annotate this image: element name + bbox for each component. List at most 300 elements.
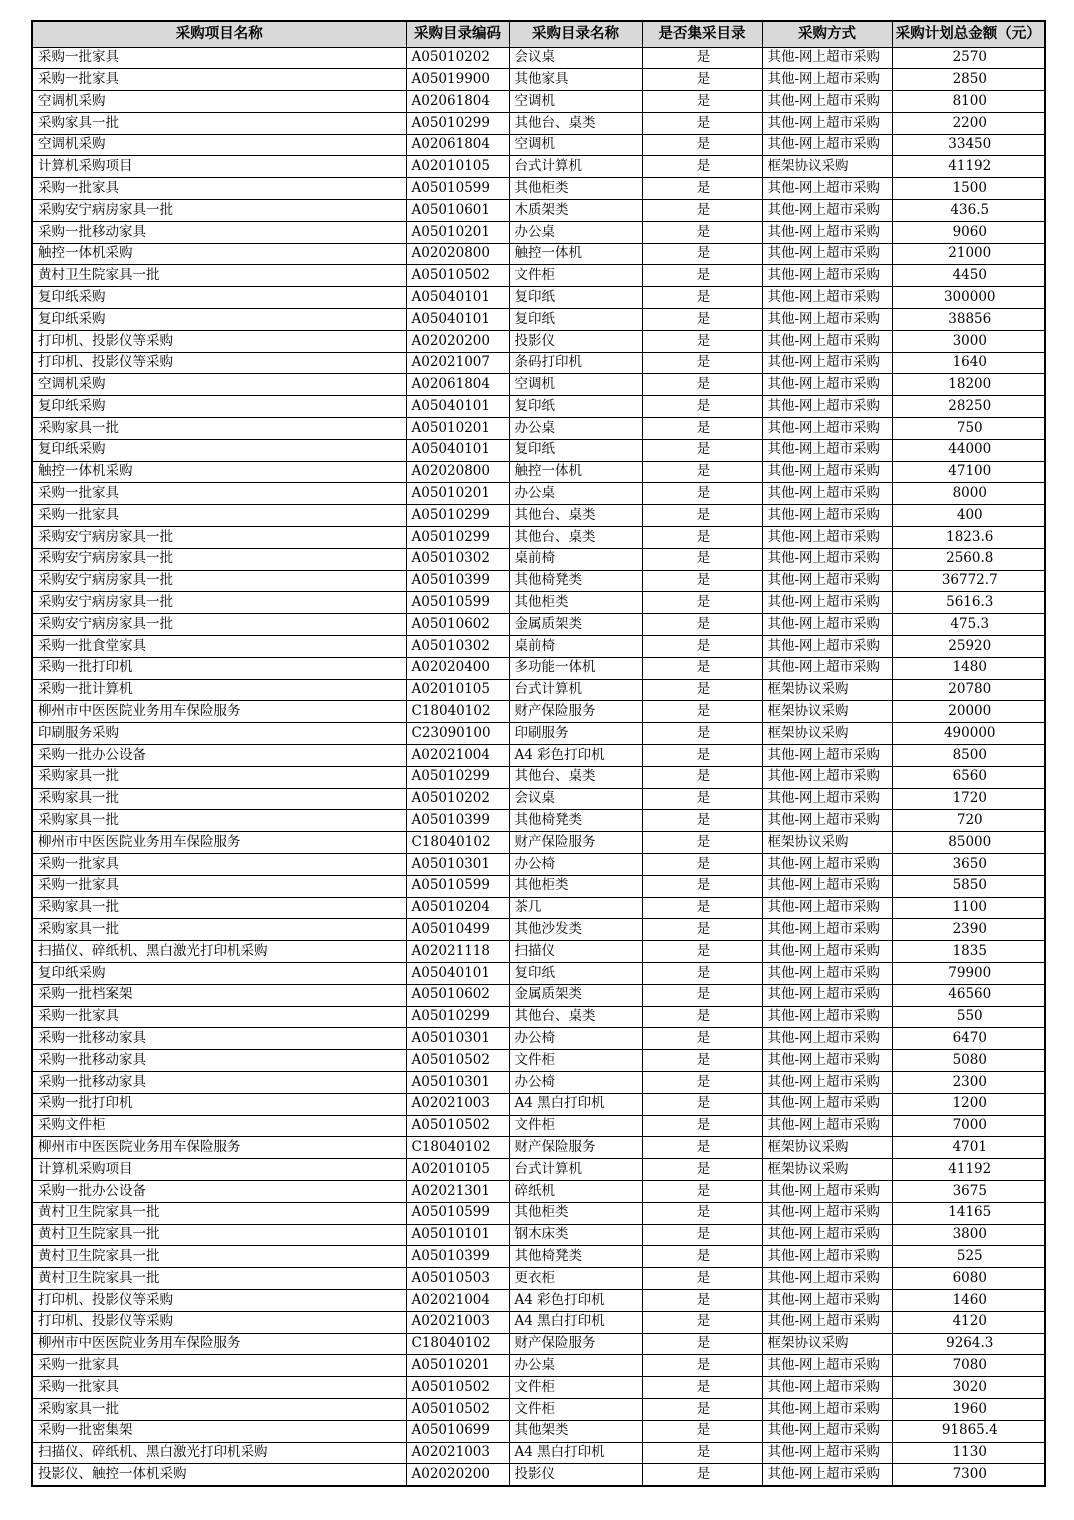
cell-catalog-name: 财产保险服务 [509, 701, 642, 723]
cell-catalog-code: A05010599 [406, 1202, 509, 1224]
cell-catalog-code: C23090100 [406, 723, 509, 745]
cell-catalog-code: A02020400 [406, 657, 509, 679]
cell-total-amount: 750 [892, 418, 1045, 440]
cell-catalog-code: A05010202 [406, 47, 509, 69]
cell-total-amount: 2390 [892, 919, 1045, 941]
cell-catalog-code: A05010399 [406, 570, 509, 592]
cell-procurement-method: 其他-网上超市采购 [762, 461, 892, 483]
cell-catalog-name: 办公椅 [509, 1028, 642, 1050]
cell-centralized-flag: 是 [642, 1289, 762, 1311]
cell-centralized-flag: 是 [642, 91, 762, 113]
cell-catalog-code: A05010599 [406, 178, 509, 200]
cell-catalog-code: A05010301 [406, 1028, 509, 1050]
cell-project-name: 空调机采购 [32, 91, 406, 113]
cell-project-name: 打印机、投影仪等采购 [32, 1311, 406, 1333]
cell-project-name: 扫描仪、碎纸机、黑白激光打印机采购 [32, 941, 406, 963]
cell-total-amount: 1720 [892, 788, 1045, 810]
table-row [32, 134, 1045, 156]
cell-catalog-code: A05010201 [406, 418, 509, 440]
procurement-plan-table [31, 20, 1046, 1487]
table-row [32, 1377, 1045, 1399]
cell-catalog-code: A05040101 [406, 439, 509, 461]
cell-project-name: 计算机采购项目 [32, 156, 406, 178]
cell-catalog-code: A05010502 [406, 1050, 509, 1072]
cell-total-amount: 436.5 [892, 200, 1045, 222]
cell-catalog-code: A05010503 [406, 1268, 509, 1290]
cell-total-amount: 1200 [892, 1093, 1045, 1115]
cell-procurement-method: 其他-网上超市采购 [762, 745, 892, 767]
cell-catalog-name: A4 彩色打印机 [509, 745, 642, 767]
cell-project-name: 采购家具一批 [32, 418, 406, 440]
cell-catalog-code: A02021007 [406, 352, 509, 374]
cell-project-name: 复印纸采购 [32, 309, 406, 331]
cell-catalog-name: A4 彩色打印机 [509, 1289, 642, 1311]
cell-centralized-flag: 是 [642, 766, 762, 788]
cell-project-name: 采购一批移动家具 [32, 1028, 406, 1050]
cell-project-name: 打印机、投影仪等采购 [32, 330, 406, 352]
cell-project-name: 触控一体机采购 [32, 461, 406, 483]
table-row [32, 897, 1045, 919]
table-row [32, 788, 1045, 810]
table-row [32, 745, 1045, 767]
table-row [32, 1202, 1045, 1224]
cell-procurement-method: 其他-网上超市采购 [762, 919, 892, 941]
cell-procurement-method: 其他-网上超市采购 [762, 1377, 892, 1399]
cell-procurement-method: 其他-网上超市采购 [762, 483, 892, 505]
cell-procurement-method: 其他-网上超市采购 [762, 766, 892, 788]
cell-centralized-flag: 是 [642, 505, 762, 527]
cell-procurement-method: 其他-网上超市采购 [762, 418, 892, 440]
cell-project-name: 采购安宁病房家具一批 [32, 592, 406, 614]
cell-centralized-flag: 是 [642, 69, 762, 91]
cell-catalog-code: A05010201 [406, 483, 509, 505]
cell-centralized-flag: 是 [642, 1355, 762, 1377]
cell-total-amount: 28250 [892, 396, 1045, 418]
table-row [32, 91, 1045, 113]
cell-procurement-method: 框架协议采购 [762, 832, 892, 854]
cell-total-amount: 2200 [892, 112, 1045, 134]
cell-catalog-name: 文件柜 [509, 1398, 642, 1420]
cell-total-amount: 1460 [892, 1289, 1045, 1311]
cell-centralized-flag: 是 [642, 592, 762, 614]
cell-project-name: 采购一批移动家具 [32, 1071, 406, 1093]
cell-project-name: 采购一批家具 [32, 483, 406, 505]
table-row [32, 352, 1045, 374]
cell-catalog-name: 文件柜 [509, 1115, 642, 1137]
cell-catalog-code: A05010502 [406, 265, 509, 287]
cell-catalog-name: 其他椅凳类 [509, 570, 642, 592]
cell-centralized-flag: 是 [642, 1115, 762, 1137]
cell-catalog-name: 钢木床类 [509, 1224, 642, 1246]
cell-project-name: 采购一批打印机 [32, 1093, 406, 1115]
cell-procurement-method: 其他-网上超市采购 [762, 548, 892, 570]
cell-procurement-method: 其他-网上超市采购 [762, 1355, 892, 1377]
cell-project-name: 打印机、投影仪等采购 [32, 1289, 406, 1311]
col-header-project-name: 采购项目名称 [32, 21, 406, 47]
cell-total-amount: 720 [892, 810, 1045, 832]
cell-total-amount: 1130 [892, 1442, 1045, 1464]
cell-centralized-flag: 是 [642, 374, 762, 396]
cell-catalog-name: 木质架类 [509, 200, 642, 222]
cell-procurement-method: 其他-网上超市采购 [762, 1246, 892, 1268]
cell-catalog-name: 其他柜类 [509, 592, 642, 614]
cell-procurement-method: 其他-网上超市采购 [762, 1311, 892, 1333]
cell-catalog-code: A05010602 [406, 984, 509, 1006]
cell-catalog-name: 其他柜类 [509, 875, 642, 897]
cell-centralized-flag: 是 [642, 810, 762, 832]
table-row [32, 505, 1045, 527]
cell-catalog-code: A02061804 [406, 374, 509, 396]
cell-catalog-name: 金属质架类 [509, 614, 642, 636]
table-row [32, 548, 1045, 570]
cell-procurement-method: 框架协议采购 [762, 701, 892, 723]
table-row [32, 1006, 1045, 1028]
cell-procurement-method: 其他-网上超市采购 [762, 1028, 892, 1050]
cell-centralized-flag: 是 [642, 396, 762, 418]
cell-procurement-method: 其他-网上超市采购 [762, 1442, 892, 1464]
cell-catalog-name: 其他台、桌类 [509, 112, 642, 134]
table-row [32, 723, 1045, 745]
cell-total-amount: 5616.3 [892, 592, 1045, 614]
cell-catalog-name: 其他椅凳类 [509, 1246, 642, 1268]
cell-catalog-name: 办公桌 [509, 418, 642, 440]
cell-catalog-name: 财产保险服务 [509, 832, 642, 854]
cell-centralized-flag: 是 [642, 47, 762, 69]
table-row [32, 636, 1045, 658]
table-row [32, 1464, 1045, 1486]
cell-total-amount: 20780 [892, 679, 1045, 701]
cell-centralized-flag: 是 [642, 1071, 762, 1093]
cell-centralized-flag: 是 [642, 919, 762, 941]
cell-centralized-flag: 是 [642, 832, 762, 854]
col-header-procurement-method: 采购方式 [762, 21, 892, 47]
cell-catalog-code: A05010299 [406, 112, 509, 134]
cell-project-name: 采购一批移动家具 [32, 1050, 406, 1072]
cell-project-name: 采购一批密集架 [32, 1420, 406, 1442]
table-row [32, 1137, 1045, 1159]
cell-procurement-method: 其他-网上超市采购 [762, 1115, 892, 1137]
cell-catalog-code: A05010302 [406, 636, 509, 658]
table-row [32, 1093, 1045, 1115]
cell-centralized-flag: 是 [642, 788, 762, 810]
cell-total-amount: 21000 [892, 243, 1045, 265]
table-row [32, 832, 1045, 854]
cell-centralized-flag: 是 [642, 636, 762, 658]
table-row [32, 1442, 1045, 1464]
cell-catalog-code: A02021004 [406, 1289, 509, 1311]
cell-project-name: 采购一批家具 [32, 1377, 406, 1399]
table-header [32, 21, 1045, 47]
cell-catalog-code: A02010105 [406, 1159, 509, 1181]
cell-project-name: 空调机采购 [32, 134, 406, 156]
cell-catalog-code: A05040101 [406, 287, 509, 309]
cell-catalog-code: A02020200 [406, 1464, 509, 1486]
table-row [32, 701, 1045, 723]
cell-total-amount: 4701 [892, 1137, 1045, 1159]
cell-procurement-method: 框架协议采购 [762, 1159, 892, 1181]
cell-project-name: 采购一批家具 [32, 853, 406, 875]
cell-centralized-flag: 是 [642, 962, 762, 984]
table-row [32, 461, 1045, 483]
table-row [32, 810, 1045, 832]
col-header-total-amount: 采购计划总金额（元） [892, 21, 1045, 47]
cell-centralized-flag: 是 [642, 984, 762, 1006]
table-row [32, 1050, 1045, 1072]
cell-centralized-flag: 是 [642, 330, 762, 352]
cell-centralized-flag: 是 [642, 1420, 762, 1442]
table-row [32, 1159, 1045, 1181]
table-row [32, 112, 1045, 134]
cell-project-name: 采购安宁病房家具一批 [32, 548, 406, 570]
cell-catalog-name: 文件柜 [509, 1377, 642, 1399]
cell-total-amount: 3650 [892, 853, 1045, 875]
cell-procurement-method: 其他-网上超市采购 [762, 352, 892, 374]
cell-catalog-name: 其他台、桌类 [509, 1006, 642, 1028]
cell-project-name: 采购一批家具 [32, 178, 406, 200]
table-row [32, 69, 1045, 91]
cell-catalog-code: A05010599 [406, 592, 509, 614]
cell-project-name: 复印纸采购 [32, 962, 406, 984]
cell-project-name: 采购一批家具 [32, 875, 406, 897]
cell-catalog-code: A02020800 [406, 461, 509, 483]
cell-procurement-method: 其他-网上超市采购 [762, 527, 892, 549]
cell-total-amount: 300000 [892, 287, 1045, 309]
table-row [32, 47, 1045, 69]
cell-procurement-method: 其他-网上超市采购 [762, 592, 892, 614]
cell-total-amount: 47100 [892, 461, 1045, 483]
cell-procurement-method: 其他-网上超市采购 [762, 1224, 892, 1246]
table-row [32, 614, 1045, 636]
cell-total-amount: 4450 [892, 265, 1045, 287]
cell-total-amount: 5850 [892, 875, 1045, 897]
cell-centralized-flag: 是 [642, 243, 762, 265]
cell-procurement-method: 其他-网上超市采购 [762, 962, 892, 984]
cell-catalog-code: A05040101 [406, 309, 509, 331]
cell-catalog-code: A05010301 [406, 1071, 509, 1093]
cell-procurement-method: 其他-网上超市采购 [762, 1180, 892, 1202]
cell-catalog-code: A05010601 [406, 200, 509, 222]
cell-total-amount: 6080 [892, 1268, 1045, 1290]
cell-total-amount: 38856 [892, 309, 1045, 331]
cell-project-name: 黄村卫生院家具一批 [32, 1268, 406, 1290]
table-row [32, 657, 1045, 679]
cell-procurement-method: 其他-网上超市采购 [762, 897, 892, 919]
cell-catalog-name: 投影仪 [509, 330, 642, 352]
cell-centralized-flag: 是 [642, 439, 762, 461]
cell-project-name: 触控一体机采购 [32, 243, 406, 265]
table-row [32, 853, 1045, 875]
cell-total-amount: 1835 [892, 941, 1045, 963]
table-row [32, 1071, 1045, 1093]
cell-procurement-method: 其他-网上超市采购 [762, 178, 892, 200]
cell-procurement-method: 其他-网上超市采购 [762, 657, 892, 679]
cell-total-amount: 41192 [892, 156, 1045, 178]
cell-project-name: 采购一批食堂家具 [32, 636, 406, 658]
cell-total-amount: 20000 [892, 701, 1045, 723]
cell-catalog-code: A02010105 [406, 156, 509, 178]
cell-project-name: 采购一批计算机 [32, 679, 406, 701]
cell-catalog-name: 办公桌 [509, 483, 642, 505]
table-row [32, 1420, 1045, 1442]
cell-centralized-flag: 是 [642, 614, 762, 636]
cell-catalog-code: A02061804 [406, 134, 509, 156]
cell-procurement-method: 其他-网上超市采购 [762, 1289, 892, 1311]
cell-catalog-name: 空调机 [509, 134, 642, 156]
cell-catalog-name: 复印纸 [509, 287, 642, 309]
cell-centralized-flag: 是 [642, 418, 762, 440]
cell-procurement-method: 其他-网上超市采购 [762, 1006, 892, 1028]
cell-project-name: 采购一批家具 [32, 47, 406, 69]
cell-total-amount: 550 [892, 1006, 1045, 1028]
cell-centralized-flag: 是 [642, 1028, 762, 1050]
cell-catalog-name: 办公桌 [509, 221, 642, 243]
table-row [32, 309, 1045, 331]
cell-catalog-name: 其他柜类 [509, 1202, 642, 1224]
cell-catalog-code: A05010599 [406, 875, 509, 897]
table-row [32, 439, 1045, 461]
cell-catalog-name: 其他台、桌类 [509, 505, 642, 527]
cell-total-amount: 46560 [892, 984, 1045, 1006]
cell-total-amount: 5080 [892, 1050, 1045, 1072]
cell-project-name: 黄村卫生院家具一批 [32, 1224, 406, 1246]
cell-total-amount: 8100 [892, 91, 1045, 113]
cell-total-amount: 6560 [892, 766, 1045, 788]
table-row [32, 766, 1045, 788]
table-row [32, 265, 1045, 287]
cell-total-amount: 3020 [892, 1377, 1045, 1399]
cell-centralized-flag: 是 [642, 1268, 762, 1290]
cell-project-name: 复印纸采购 [32, 396, 406, 418]
cell-total-amount: 1100 [892, 897, 1045, 919]
cell-catalog-name: 茶几 [509, 897, 642, 919]
cell-catalog-code: A02020200 [406, 330, 509, 352]
cell-catalog-name: 空调机 [509, 91, 642, 113]
cell-project-name: 采购一批家具 [32, 505, 406, 527]
cell-project-name: 采购一批办公设备 [32, 745, 406, 767]
cell-procurement-method: 框架协议采购 [762, 1333, 892, 1355]
table-row [32, 875, 1045, 897]
cell-catalog-code: C18040102 [406, 1333, 509, 1355]
cell-procurement-method: 其他-网上超市采购 [762, 396, 892, 418]
cell-procurement-method: 其他-网上超市采购 [762, 243, 892, 265]
cell-project-name: 复印纸采购 [32, 287, 406, 309]
table-row [32, 984, 1045, 1006]
cell-catalog-name: 更衣柜 [509, 1268, 642, 1290]
cell-project-name: 采购一批家具 [32, 1355, 406, 1377]
cell-project-name: 采购一批办公设备 [32, 1180, 406, 1202]
cell-catalog-code: A05010299 [406, 766, 509, 788]
table-row [32, 483, 1045, 505]
cell-catalog-name: A4 黑白打印机 [509, 1093, 642, 1115]
cell-catalog-name: 台式计算机 [509, 156, 642, 178]
cell-centralized-flag: 是 [642, 701, 762, 723]
cell-catalog-code: A05010399 [406, 1246, 509, 1268]
cell-centralized-flag: 是 [642, 352, 762, 374]
cell-catalog-code: A05010204 [406, 897, 509, 919]
cell-catalog-name: 金属质架类 [509, 984, 642, 1006]
cell-centralized-flag: 是 [642, 1159, 762, 1181]
cell-total-amount: 2560.8 [892, 548, 1045, 570]
col-header-catalog-name: 采购目录名称 [509, 21, 642, 47]
cell-catalog-name: 会议桌 [509, 47, 642, 69]
cell-centralized-flag: 是 [642, 265, 762, 287]
cell-centralized-flag: 是 [642, 570, 762, 592]
cell-centralized-flag: 是 [642, 745, 762, 767]
cell-catalog-code: A05010502 [406, 1398, 509, 1420]
cell-procurement-method: 其他-网上超市采购 [762, 810, 892, 832]
cell-centralized-flag: 是 [642, 156, 762, 178]
cell-centralized-flag: 是 [642, 1333, 762, 1355]
cell-project-name: 黄村卫生院家具一批 [32, 265, 406, 287]
cell-procurement-method: 其他-网上超市采购 [762, 91, 892, 113]
cell-procurement-method: 其他-网上超市采购 [762, 309, 892, 331]
cell-catalog-name: 复印纸 [509, 309, 642, 331]
cell-catalog-code: A05010302 [406, 548, 509, 570]
cell-total-amount: 490000 [892, 723, 1045, 745]
cell-procurement-method: 其他-网上超市采购 [762, 134, 892, 156]
cell-procurement-method: 其他-网上超市采购 [762, 69, 892, 91]
cell-catalog-code: A02021301 [406, 1180, 509, 1202]
cell-catalog-code: A05010201 [406, 221, 509, 243]
cell-centralized-flag: 是 [642, 287, 762, 309]
cell-centralized-flag: 是 [642, 1246, 762, 1268]
cell-catalog-name: 其他椅凳类 [509, 810, 642, 832]
cell-catalog-name: 复印纸 [509, 962, 642, 984]
cell-catalog-name: 财产保险服务 [509, 1333, 642, 1355]
cell-centralized-flag: 是 [642, 1442, 762, 1464]
cell-catalog-code: A05040101 [406, 962, 509, 984]
cell-total-amount: 25920 [892, 636, 1045, 658]
cell-total-amount: 2570 [892, 47, 1045, 69]
col-header-catalog-code: 采购目录编码 [406, 21, 509, 47]
table-row [32, 221, 1045, 243]
cell-project-name: 柳州市中医医院业务用车保险服务 [32, 832, 406, 854]
cell-centralized-flag: 是 [642, 200, 762, 222]
cell-catalog-code: C18040102 [406, 1137, 509, 1159]
cell-procurement-method: 其他-网上超市采购 [762, 47, 892, 69]
cell-centralized-flag: 是 [642, 1006, 762, 1028]
cell-procurement-method: 其他-网上超市采购 [762, 505, 892, 527]
cell-total-amount: 6470 [892, 1028, 1045, 1050]
cell-total-amount: 525 [892, 1246, 1045, 1268]
table-row [32, 396, 1045, 418]
cell-total-amount: 3675 [892, 1180, 1045, 1202]
cell-catalog-name: A4 黑白打印机 [509, 1442, 642, 1464]
cell-project-name: 采购家具一批 [32, 766, 406, 788]
cell-procurement-method: 其他-网上超市采购 [762, 287, 892, 309]
cell-centralized-flag: 是 [642, 1180, 762, 1202]
cell-procurement-method: 其他-网上超市采购 [762, 200, 892, 222]
cell-catalog-name: 印刷服务 [509, 723, 642, 745]
cell-procurement-method: 其他-网上超市采购 [762, 941, 892, 963]
cell-total-amount: 1960 [892, 1398, 1045, 1420]
cell-catalog-name: 其他柜类 [509, 178, 642, 200]
cell-centralized-flag: 是 [642, 853, 762, 875]
cell-catalog-code: C18040102 [406, 701, 509, 723]
cell-catalog-name: 扫描仪 [509, 941, 642, 963]
cell-centralized-flag: 是 [642, 112, 762, 134]
cell-project-name: 采购家具一批 [32, 897, 406, 919]
cell-procurement-method: 其他-网上超市采购 [762, 221, 892, 243]
cell-procurement-method: 其他-网上超市采购 [762, 1093, 892, 1115]
cell-catalog-name: 触控一体机 [509, 243, 642, 265]
cell-centralized-flag: 是 [642, 875, 762, 897]
cell-procurement-method: 框架协议采购 [762, 156, 892, 178]
cell-total-amount: 3800 [892, 1224, 1045, 1246]
cell-catalog-code: A02010105 [406, 679, 509, 701]
cell-total-amount: 1823.6 [892, 527, 1045, 549]
cell-total-amount: 1480 [892, 657, 1045, 679]
